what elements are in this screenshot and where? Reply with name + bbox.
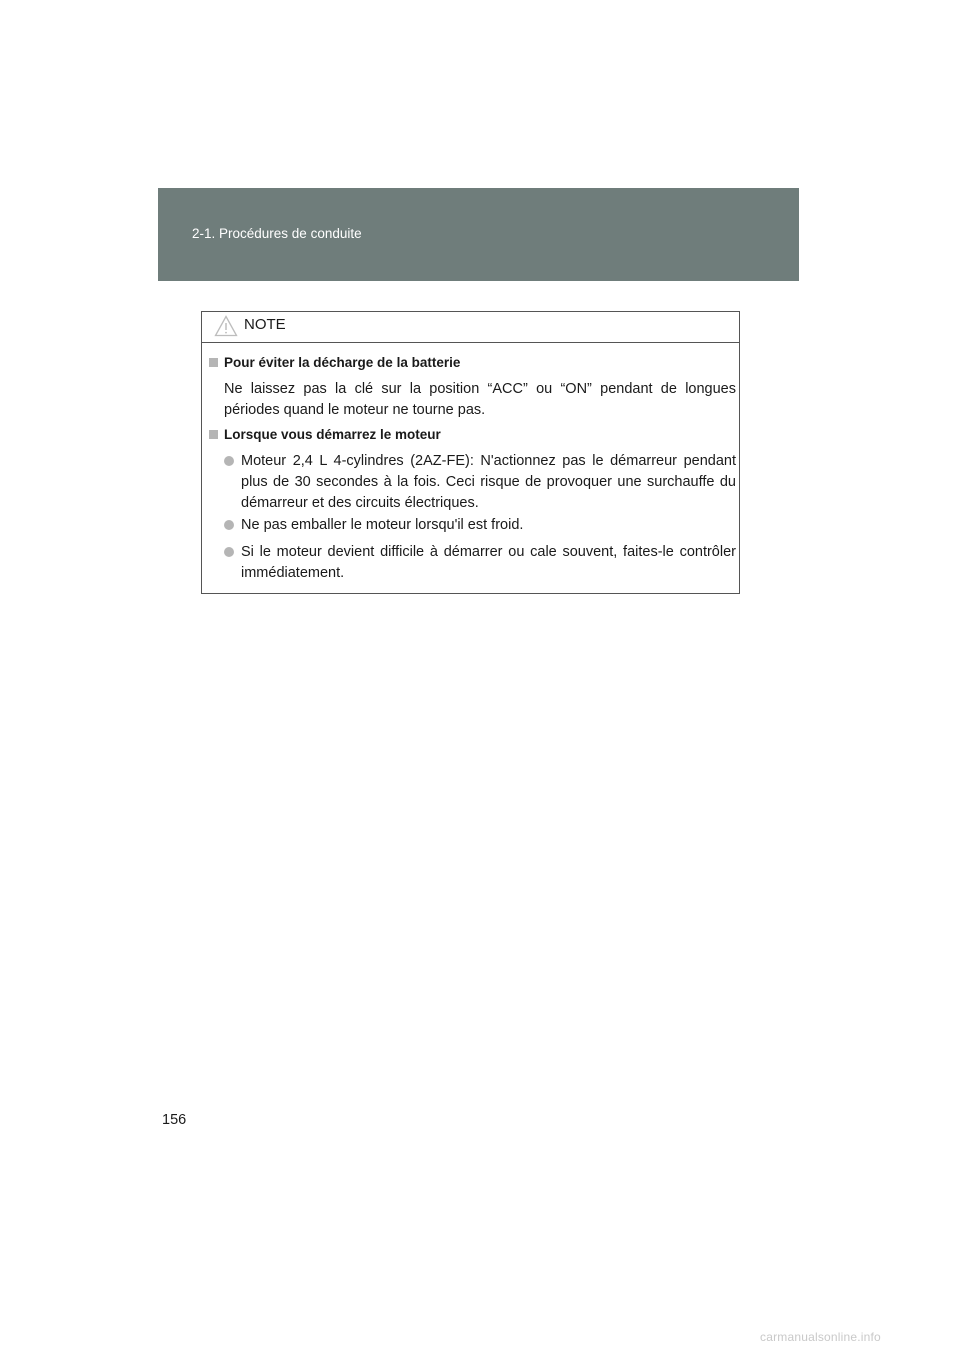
note-box <box>201 311 740 594</box>
circle-bullet-icon <box>224 456 234 466</box>
list-item: Moteur 2,4 L 4-cylindres (2AZ-FE): N'actionnez pas le démarreur pendant plus de 30 secondes à la fois. Ceci risque de provoquer une surchauffe du démarreur et des circuits électriques. <box>224 451 736 514</box>
square-bullet-icon <box>209 430 218 439</box>
section-heading: Pour éviter la décharge de la batterie <box>209 353 460 373</box>
page-number: 156 <box>162 1112 187 1128</box>
warning-triangle-icon <box>214 315 238 337</box>
section-paragraph: Ne laissez pas la clé sur la position “ACC” ou “ON” pendant de longues périodes quand le moteur ne tourne pas. <box>224 381 736 418</box>
chapter-header <box>158 188 799 281</box>
chapter-title: 2-1. Procédures de conduite <box>192 226 362 241</box>
square-bullet-icon <box>209 358 218 367</box>
watermark: carmanualsonline.info <box>760 1330 881 1344</box>
list-item: Ne pas emballer le moteur lorsqu'il est froid. <box>224 515 736 536</box>
circle-bullet-icon <box>224 547 234 557</box>
section-heading: Lorsque vous démarrez le moteur <box>209 425 441 445</box>
list-item: Si le moteur devient difficile à démarrer ou cale souvent, faites-le contrôler immédiatement. <box>224 542 736 584</box>
note-label: NOTE <box>244 316 286 333</box>
circle-bullet-icon <box>224 520 234 530</box>
note-header <box>202 312 739 343</box>
